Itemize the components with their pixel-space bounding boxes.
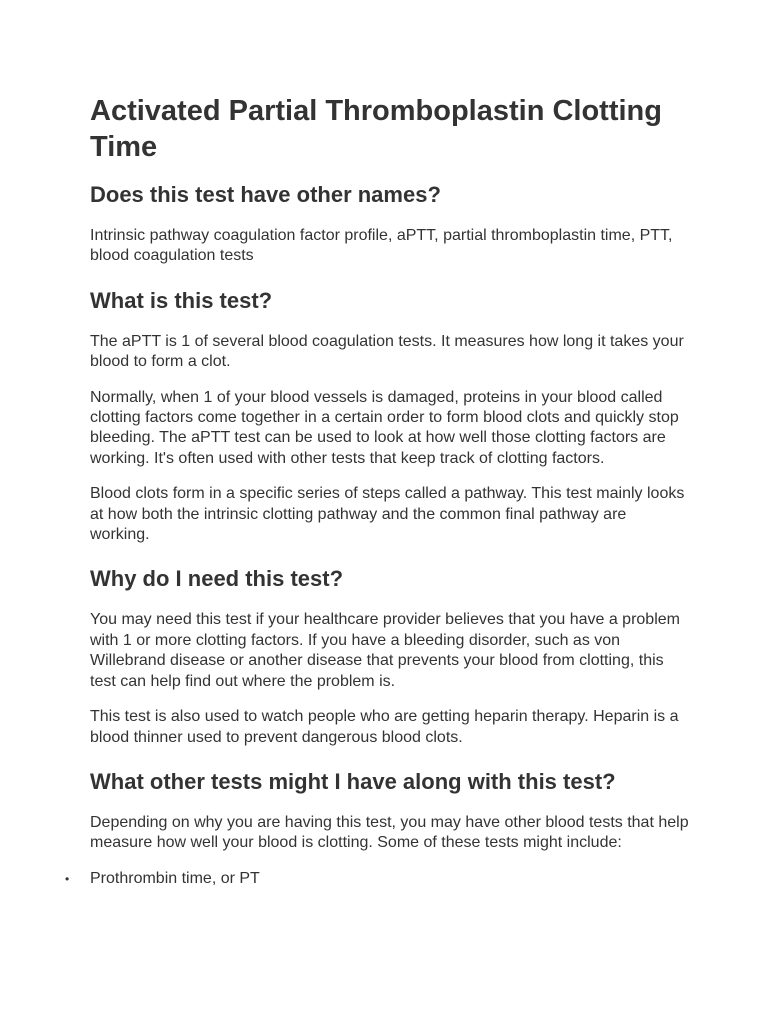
document-page [65,93,690,889]
paragraph: Blood clots form in a specific series of steps called a pathway. This test mainly looks at how both the intrinsic clotting pathway and the common final pathway are working. [90,485,685,544]
list-item-text: Prothrombin time, or PT [90,869,260,887]
test-list [65,869,690,889]
paragraph: You may need this test if your healthcare provider believes that you have a problem with 1 or more clotting factors. If you have a bleeding disorder, such as von Willebrand disease or another disease that prevents your blood from clotting, this test can help find out where the problem is. [90,611,680,690]
section-heading: What is this test? [90,287,273,313]
section-heading: Does this test have other names? [90,182,441,207]
section-heading: What other tests might I have along with this test? [90,768,616,794]
paragraph: This test is also used to watch people who are getting heparin therapy. Heparin is a blood thinner used to prevent dangerous blood clots. [90,708,679,746]
paragraph: Intrinsic pathway coagulation factor profile, aPTT, partial thromboplastin time, PTT, blood coagulation tests [90,227,673,265]
paragraph: The aPTT is 1 of several blood coagulation tests. It measures how long it takes your blood to form a clot. [90,332,684,371]
section-why-need-test [90,565,690,747]
page-title: Activated Partial Thromboplastin Clotting Time [90,95,662,163]
section-other-tests [65,768,690,889]
paragraph: Depending on why you are having this test, you may have other blood tests that help measure how well your blood is clotting. Some of these tests might include: [90,813,689,852]
section-heading: Why do I need this test? [90,566,344,592]
section-other-names [90,181,690,267]
list-item [65,869,690,889]
paragraph: Normally, when 1 of your blood vessels is damaged, proteins in your blood called clotting factors come together in a certain order to form blood clots and quickly stop bleeding. The aPTT test can be used to look at how well those clotting factors are working. It's often used with other tests that keep track of clotting factors. [90,388,679,467]
section-what-is-test [90,287,690,546]
bullet-icon: • [65,871,70,886]
